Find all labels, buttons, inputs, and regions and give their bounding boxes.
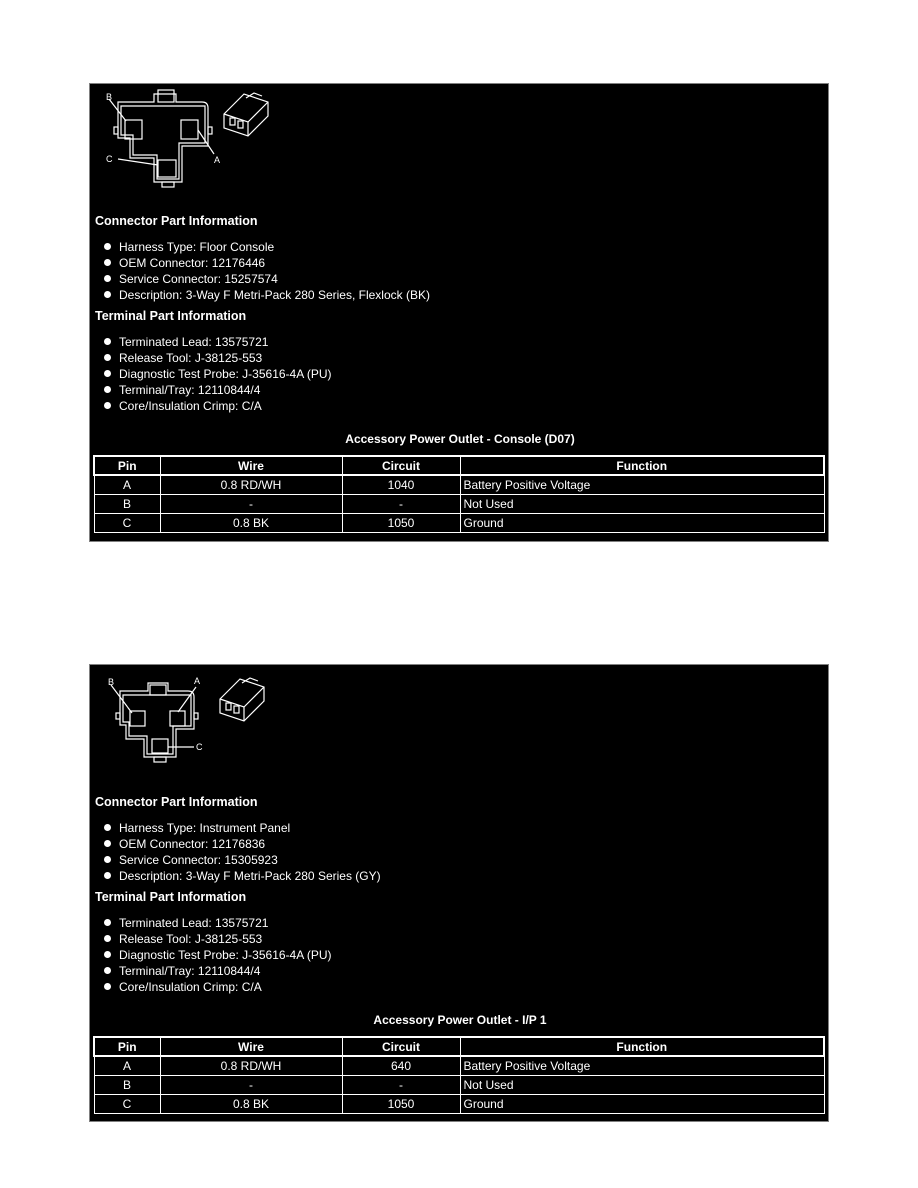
cell-pin: A	[94, 1056, 160, 1075]
table-row	[94, 494, 824, 513]
list-item: Release Tool: J-38125-553	[104, 931, 332, 947]
column-header-circuit: Circuit	[342, 456, 460, 475]
list-item: Harness Type: Floor Console	[104, 239, 430, 255]
cell-function: Not Used	[460, 494, 824, 513]
cavity-label-b: B	[108, 677, 115, 687]
list-item: Core/Insulation Crimp: C/A	[104, 979, 332, 995]
cavity-label-c: C	[106, 154, 113, 164]
terminal-part-list	[104, 334, 332, 414]
cell-wire: 0.8 BK	[160, 1094, 342, 1113]
table-header-row	[94, 456, 824, 475]
pinout-table	[93, 455, 825, 533]
table-row	[94, 475, 824, 494]
list-item: Diagnostic Test Probe: J-35616-4A (PU)	[104, 366, 332, 382]
connector-face-diagram	[96, 669, 286, 779]
terminal-part-list	[104, 915, 332, 995]
table-row	[94, 1056, 824, 1075]
cell-function: Battery Positive Voltage	[460, 475, 824, 494]
terminal-part-heading: Terminal Part Information	[95, 309, 247, 323]
list-item: Release Tool: J-38125-553	[104, 350, 332, 366]
cavity-label-a: A	[194, 676, 201, 686]
list-item: Terminal/Tray: 12110844/4	[104, 963, 332, 979]
cell-wire: -	[160, 1075, 342, 1094]
connector-face-diagram	[96, 88, 286, 198]
list-item: Diagnostic Test Probe: J-35616-4A (PU)	[104, 947, 332, 963]
connector-part-list	[104, 239, 430, 303]
column-header-pin: Pin	[94, 1037, 160, 1056]
cell-pin: C	[94, 513, 160, 532]
column-header-pin: Pin	[94, 456, 160, 475]
cell-circuit: -	[342, 1075, 460, 1094]
cell-wire: 0.8 BK	[160, 513, 342, 532]
table-header-row	[94, 1037, 824, 1056]
cell-pin: A	[94, 475, 160, 494]
connector-part-list	[104, 820, 381, 884]
list-item: Description: 3-Way F Metri-Pack 280 Series (GY)	[104, 868, 381, 884]
pinout-table	[93, 1036, 825, 1114]
connector-iso-icon	[224, 93, 268, 136]
column-header-circuit: Circuit	[342, 1037, 460, 1056]
connector-panel-console	[89, 83, 829, 542]
connector-part-heading: Connector Part Information	[95, 214, 258, 228]
connector-face-drawing	[96, 88, 286, 198]
table-row	[94, 1094, 824, 1113]
cell-circuit: -	[342, 494, 460, 513]
column-header-wire: Wire	[160, 456, 342, 475]
cell-circuit: 1050	[342, 513, 460, 532]
list-item: OEM Connector: 12176446	[104, 255, 430, 271]
connector-face-drawing	[96, 669, 286, 779]
cell-wire: 0.8 RD/WH	[160, 475, 342, 494]
column-header-wire: Wire	[160, 1037, 342, 1056]
connector-iso-icon	[220, 678, 264, 721]
cell-pin: B	[94, 494, 160, 513]
cell-circuit: 1050	[342, 1094, 460, 1113]
cell-circuit: 640	[342, 1056, 460, 1075]
table-row	[94, 1075, 824, 1094]
cavity-label-b: B	[106, 92, 113, 102]
connector-part-heading: Connector Part Information	[95, 795, 258, 809]
table-row	[94, 513, 824, 532]
cell-function: Ground	[460, 513, 824, 532]
column-header-function: Function	[460, 456, 824, 475]
cell-function: Ground	[460, 1094, 824, 1113]
cell-function: Not Used	[460, 1075, 824, 1094]
list-item: Terminal/Tray: 12110844/4	[104, 382, 332, 398]
table-title: Accessory Power Outlet - I/P 1	[373, 1013, 547, 1027]
cell-function: Battery Positive Voltage	[460, 1056, 824, 1075]
list-item: Terminated Lead: 13575721	[104, 915, 332, 931]
connector-panel-instrument-panel	[89, 664, 829, 1122]
column-header-function: Function	[460, 1037, 824, 1056]
list-item: Harness Type: Instrument Panel	[104, 820, 381, 836]
cell-wire: 0.8 RD/WH	[160, 1056, 342, 1075]
cell-circuit: 1040	[342, 475, 460, 494]
cell-pin: C	[94, 1094, 160, 1113]
cavity-label-c: C	[196, 742, 203, 752]
table-title: Accessory Power Outlet - Console (D07)	[345, 432, 575, 446]
cavity-label-a: A	[214, 155, 221, 165]
terminal-part-heading: Terminal Part Information	[95, 890, 247, 904]
list-item: Service Connector: 15305923	[104, 852, 381, 868]
list-item: Core/Insulation Crimp: C/A	[104, 398, 332, 414]
list-item: OEM Connector: 12176836	[104, 836, 381, 852]
list-item: Description: 3-Way F Metri-Pack 280 Series, Flexlock (BK)	[104, 287, 430, 303]
cell-wire: -	[160, 494, 342, 513]
list-item: Terminated Lead: 13575721	[104, 334, 332, 350]
list-item: Service Connector: 15257574	[104, 271, 430, 287]
cell-pin: B	[94, 1075, 160, 1094]
